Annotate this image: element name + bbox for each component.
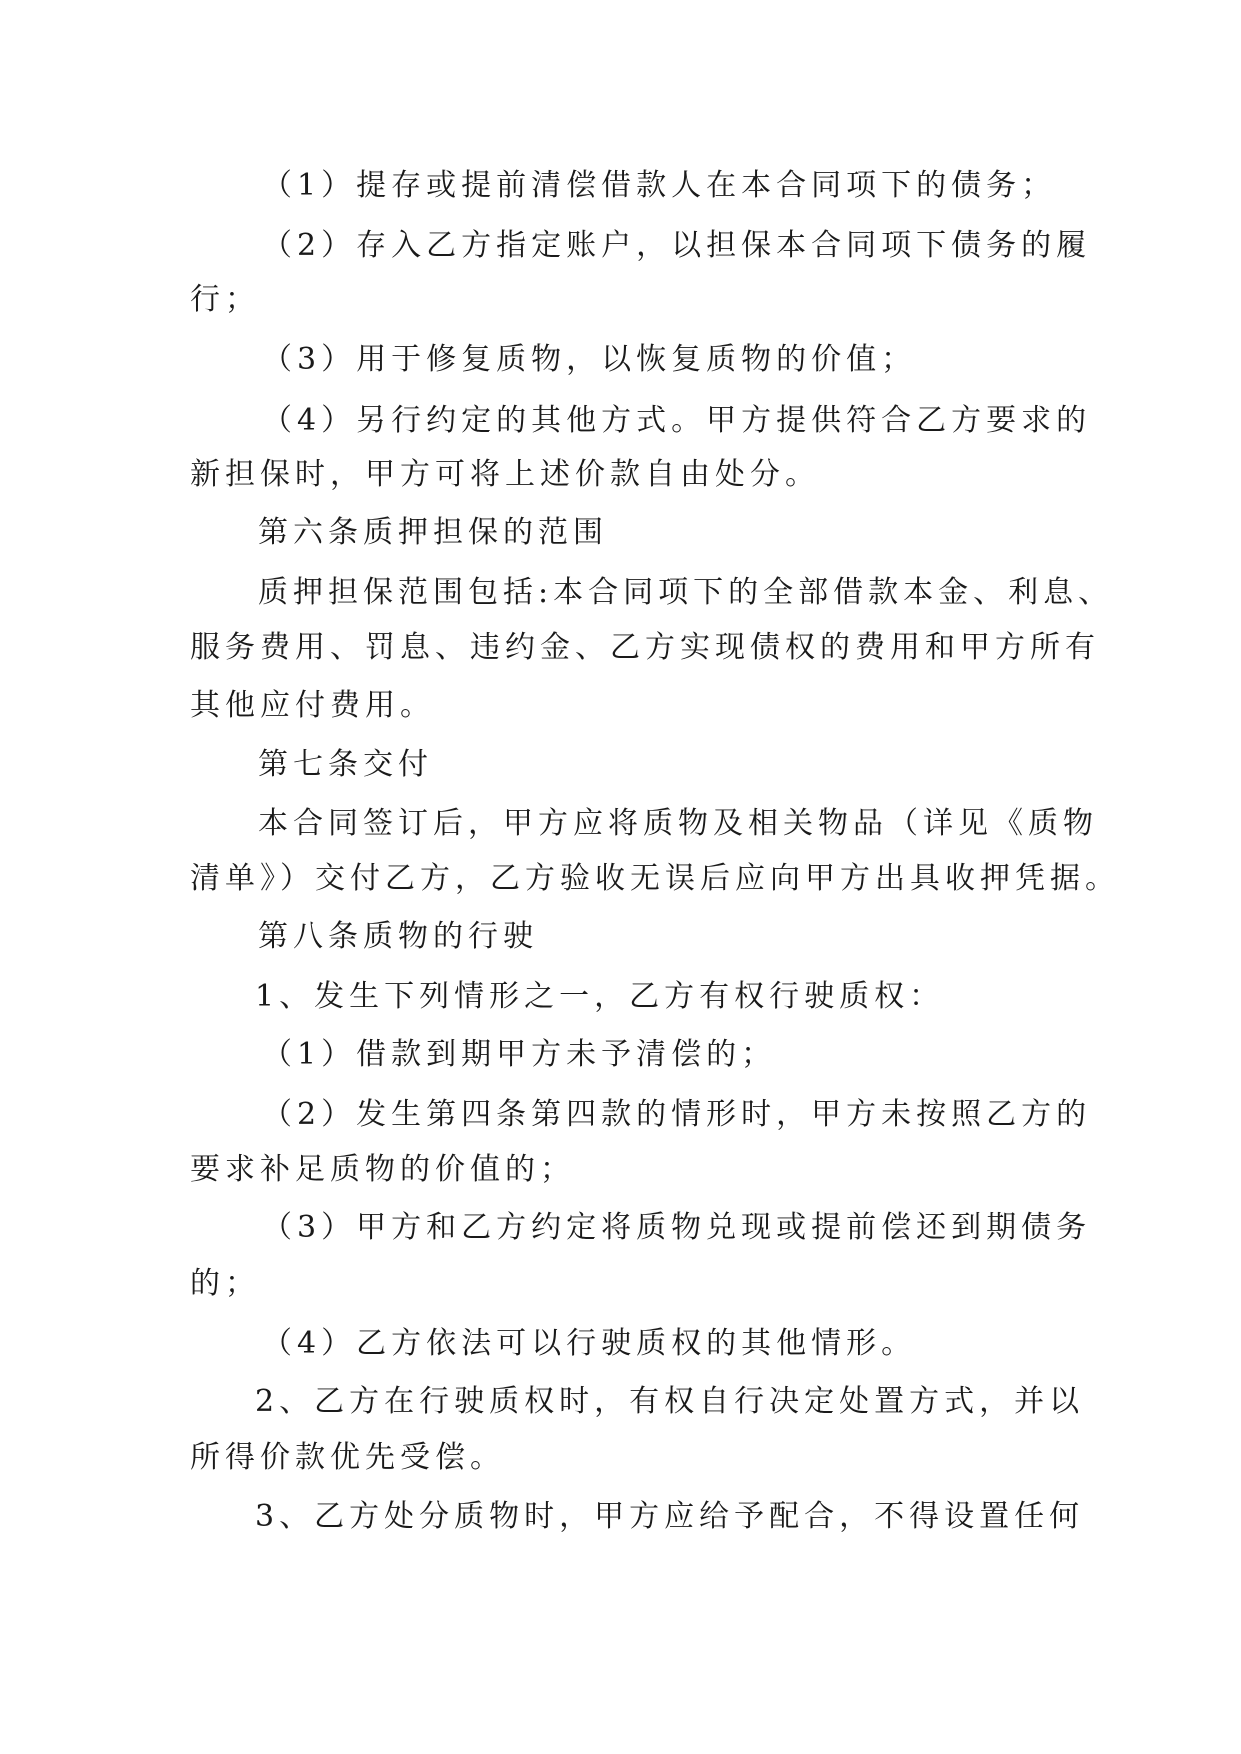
text-line: 2、乙方在行驶质权时，有权自行决定处置方式，并以 bbox=[255, 1384, 1085, 1419]
text-line: 所得价款优先受偿。 bbox=[190, 1440, 505, 1475]
text-line: 新担保时，甲方可将上述价款自由处分。 bbox=[190, 457, 820, 492]
text-line: （4）另行约定的其他方式。甲方提供符合乙方要求的 bbox=[262, 403, 1092, 438]
section-heading: 第八条质物的行驶 bbox=[258, 919, 538, 954]
text-line: 要求补足质物的价值的； bbox=[190, 1152, 575, 1187]
text-line: （1）提存或提前清偿借款人在本合同项下的债务； bbox=[262, 168, 1057, 203]
text-line: 服务费用、罚息、违约金、乙方实现债权的费用和甲方所有 bbox=[190, 630, 1100, 665]
text-line: 的； bbox=[190, 1266, 260, 1301]
section-heading: 第七条交付 bbox=[258, 747, 433, 782]
text-line: （2）发生第四条第四款的情形时，甲方未按照乙方的 bbox=[262, 1097, 1092, 1132]
text-line: （3）甲方和乙方约定将质物兑现或提前偿还到期债务 bbox=[262, 1210, 1092, 1245]
text-line: 清单》）交付乙方，乙方验收无误后应向甲方出具收押凭据。 bbox=[190, 861, 1120, 896]
text-line: 1、发生下列情形之一，乙方有权行驶质权： bbox=[255, 979, 945, 1014]
text-line: 其他应付费用。 bbox=[190, 688, 435, 723]
text-line: 3、乙方处分质物时，甲方应给予配合，不得设置任何 bbox=[255, 1499, 1085, 1534]
text-line: （4）乙方依法可以行驶质权的其他情形。 bbox=[262, 1326, 917, 1361]
text-line: （3）用于修复质物，以恢复质物的价值； bbox=[262, 342, 917, 377]
text-line: （1）借款到期甲方未予清偿的； bbox=[262, 1037, 777, 1072]
section-heading: 第六条质押担保的范围 bbox=[258, 515, 608, 550]
text-line: 行； bbox=[190, 282, 260, 317]
text-line: 质押担保范围包括:本合同项下的全部借款本金、利息、 bbox=[258, 575, 1114, 610]
text-line: （2）存入乙方指定账户，以担保本合同项下债务的履 bbox=[262, 228, 1092, 263]
text-line: 本合同签订后，甲方应将质物及相关物品（详见《质物 bbox=[258, 806, 1098, 841]
